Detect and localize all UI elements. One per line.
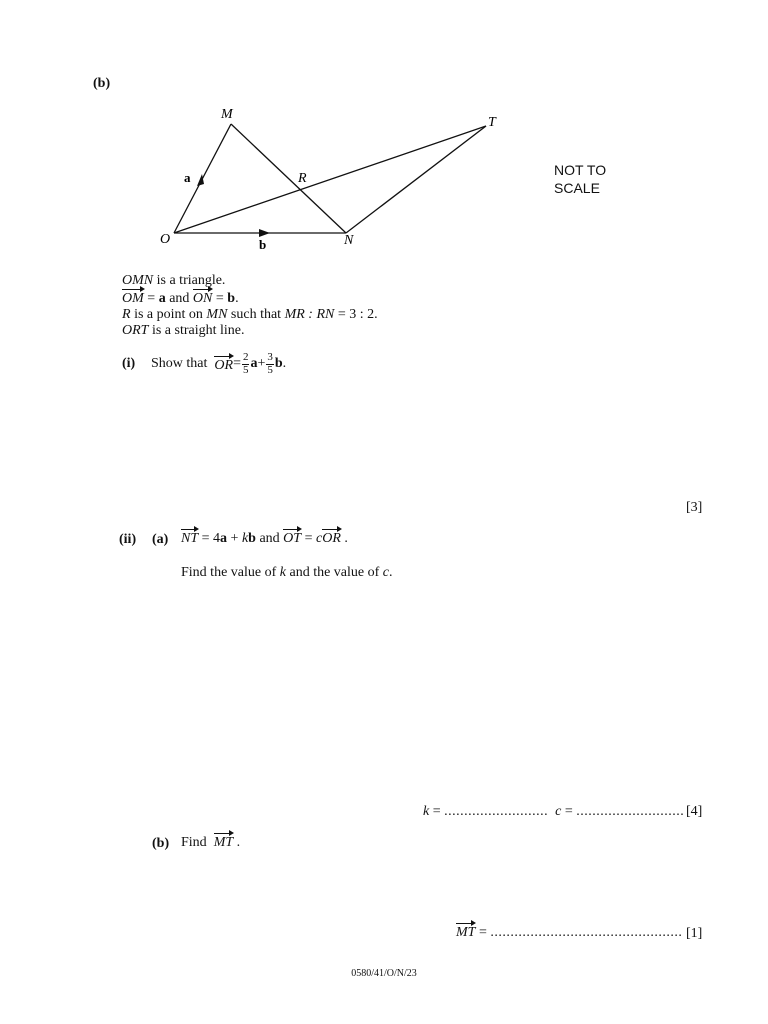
statement-point-r bbox=[122, 307, 378, 323]
answer-line-kc bbox=[423, 804, 684, 820]
vec-on: ON bbox=[192, 291, 213, 306]
fraction-three-fifths bbox=[266, 352, 274, 376]
eq-sign: = bbox=[475, 925, 491, 940]
note-line-2: SCALE bbox=[554, 180, 600, 196]
answer-line-mt bbox=[456, 923, 682, 941]
marks-part-ii-a: [4] bbox=[686, 804, 703, 819]
part-ii-b-question bbox=[181, 833, 240, 851]
var-k: k bbox=[241, 531, 249, 546]
answer-k-field[interactable]: .......................... bbox=[444, 804, 549, 819]
vector-b-bold: b bbox=[227, 291, 236, 306]
frac1-num: 2 bbox=[242, 350, 249, 363]
and-text: and bbox=[165, 291, 193, 306]
period: . bbox=[282, 356, 287, 371]
show-that-text: Show that bbox=[151, 356, 208, 371]
find-text: Find the value of bbox=[181, 565, 280, 580]
point-label-r: R bbox=[298, 171, 307, 186]
vector-label-a: a bbox=[184, 170, 191, 185]
stmt-triangle-text: is a triangle. bbox=[153, 273, 226, 288]
marks-part-i: [3] bbox=[686, 500, 703, 515]
vector-a-bold: a bbox=[250, 356, 258, 371]
period: . bbox=[233, 835, 241, 850]
answer-c-field[interactable]: ........................... bbox=[576, 804, 685, 819]
eq-sign: = bbox=[561, 804, 577, 819]
find-k: k bbox=[279, 565, 286, 580]
not-to-scale-note bbox=[554, 161, 606, 197]
vec-or: OR bbox=[214, 357, 234, 373]
point-label-o: O bbox=[160, 232, 171, 247]
stmt-straight-text: is a straight line. bbox=[148, 323, 245, 338]
period: . bbox=[235, 291, 239, 306]
find-c: c bbox=[382, 565, 389, 580]
answer-mt-vec: MT bbox=[456, 925, 476, 940]
vector-b-bold: b bbox=[248, 531, 256, 546]
eq-sign-or: = bbox=[233, 356, 241, 371]
vec-ot: OT bbox=[283, 531, 302, 546]
part-label: (b) bbox=[93, 76, 111, 91]
vector-a-bold: a bbox=[158, 291, 166, 306]
vec-om: OM bbox=[122, 291, 144, 306]
part-i-label: (i) bbox=[122, 356, 136, 371]
stmt-omn: OMN bbox=[122, 273, 154, 288]
line-mn bbox=[231, 124, 346, 233]
part-ii-label: (ii) bbox=[119, 532, 137, 547]
answer-mt-field[interactable]: ................................................ bbox=[490, 925, 683, 940]
vec-nt: NT bbox=[181, 531, 199, 546]
var-c: c bbox=[315, 531, 323, 546]
footer-code: 0580/41/O/N/23 bbox=[351, 968, 417, 979]
part-ii-b-label: (b) bbox=[152, 836, 170, 851]
arrow-a-icon bbox=[197, 174, 204, 186]
part-i-question bbox=[151, 347, 286, 381]
line-nt bbox=[346, 126, 486, 233]
stmt-such: such that bbox=[227, 307, 285, 322]
part-ii-a-label: (a) bbox=[152, 532, 169, 547]
eq-sign: = bbox=[429, 804, 445, 819]
answer-k-var: k bbox=[423, 804, 430, 819]
statement-straight-line bbox=[122, 323, 245, 339]
vector-b-bold: b bbox=[274, 356, 283, 371]
statement-vectors bbox=[122, 289, 239, 307]
eq-sign-1: = bbox=[143, 291, 159, 306]
plus-sign: + bbox=[257, 356, 266, 371]
eq-sign: = bbox=[301, 531, 316, 546]
find-text: Find bbox=[181, 835, 207, 850]
vector-a-bold: a bbox=[220, 531, 228, 546]
point-label-m: M bbox=[221, 107, 233, 122]
and-text: and bbox=[255, 531, 284, 546]
find-text-2: and the value of bbox=[285, 565, 383, 580]
vector-label-b: b bbox=[259, 237, 267, 252]
stmt-r: R bbox=[122, 307, 131, 322]
marks-part-ii-b: [1] bbox=[686, 926, 703, 941]
part-ii-a-given bbox=[181, 529, 348, 547]
note-line-1: NOT TO bbox=[554, 162, 607, 178]
stmt-mn: MN bbox=[206, 307, 228, 322]
vector-diagram bbox=[150, 100, 510, 260]
stmt-ort: ORT bbox=[122, 323, 149, 338]
point-label-t: T bbox=[488, 115, 496, 130]
frac1-den: 5 bbox=[242, 363, 249, 376]
vec-mt: MT bbox=[213, 835, 234, 850]
point-label-n: N bbox=[344, 233, 354, 248]
vec-or: OR bbox=[322, 531, 341, 546]
stmt-mid: is a point on bbox=[130, 307, 207, 322]
arrow-b-icon bbox=[259, 229, 270, 237]
plus-sign: + bbox=[227, 531, 242, 546]
part-ii-a-find bbox=[181, 565, 393, 581]
eq-4: = 4 bbox=[198, 531, 221, 546]
frac2-num: 3 bbox=[267, 350, 273, 363]
answer-c-var: c bbox=[555, 804, 562, 819]
period: . bbox=[389, 565, 393, 580]
stmt-ratio-value: = 3 : 2. bbox=[334, 307, 378, 322]
frac2-den: 5 bbox=[267, 363, 273, 376]
period: . bbox=[340, 531, 348, 546]
stmt-ratio: MR : RN bbox=[284, 307, 335, 322]
eq-sign-2: = bbox=[212, 291, 228, 306]
fraction-two-fifths bbox=[242, 352, 250, 376]
